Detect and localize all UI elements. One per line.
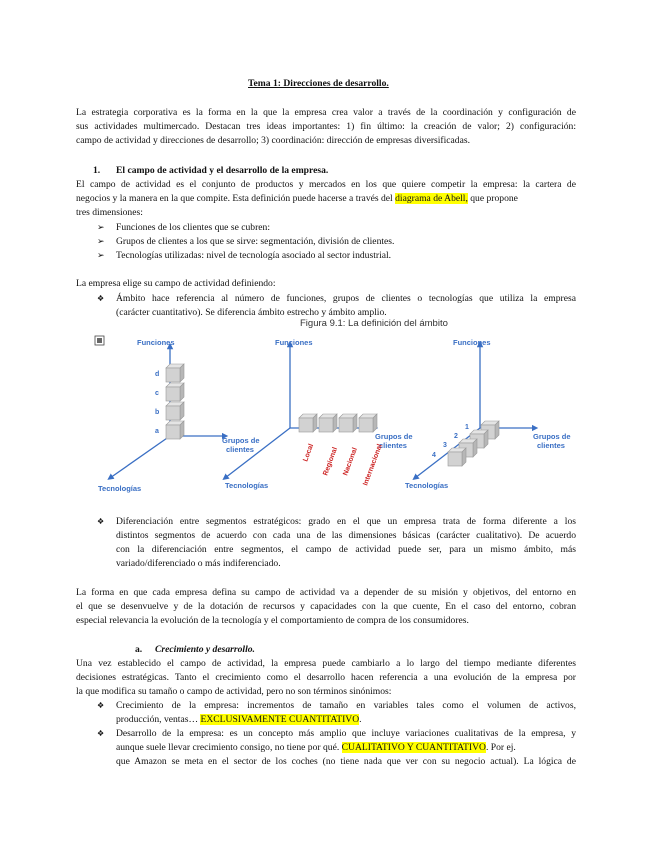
axis-label-grupos-2: clientes [226, 445, 254, 454]
dimension-item: Tecnologías utilizadas: nivel de tecnología asociado al sector industrial. [116, 250, 392, 261]
axis-label-grupos-1: Grupos de [222, 436, 260, 445]
axis-label-tecnologias: Tecnologías [98, 484, 142, 493]
function-letter: c [155, 390, 159, 397]
desarrollo-line-1: Desarrollo de la empresa: es un concepto más amplio que incluye variaciones cualitativas de la empresa, y [116, 728, 576, 739]
diferenciacion-line-4: variado/diferenciado o más indiferenciado. [116, 558, 281, 569]
diamond-bullet-icon: ❖ [97, 701, 105, 710]
subsection-a-p1-line-1: Una vez establecido el campo de actividad, la empresa puede cambiarlo a lo largo del tiempo mediante diferentes [76, 658, 576, 669]
diamond-bullet-icon: ❖ [97, 517, 105, 526]
diamond-bullet-icon: ❖ [97, 294, 105, 303]
market-label: Internacional [362, 443, 384, 487]
section-1-p1-line-3: tres dimensiones: [76, 207, 143, 218]
section-1-number: 1. [93, 165, 101, 176]
subsection-a-p1-line-2: decisiones estratégicas. Tanto el crecimiento como el desarrollo hacen referencia a una evolución de la empresa por [76, 672, 576, 683]
market-label: Regional [322, 446, 339, 477]
function-letter: a [155, 428, 159, 435]
ambito-line-1: Ámbito hace referencia al número de funciones, grupos de clientes o tecnologías que utiliza la empresa [116, 293, 576, 304]
tech-number: 4 [432, 452, 436, 459]
section-1-p2: La empresa elige su campo de actividad definiendo: [76, 278, 276, 289]
axis-label-tecnologias: Tecnologías [225, 481, 269, 490]
ambito-line-2: (carácter cuantitativo). Se diferencia ámbito estrecho y ámbito amplio. [116, 307, 387, 318]
tech-number: 3 [443, 442, 447, 449]
arrow-bullet-icon: ➢ [97, 222, 105, 232]
axis-label-grupos-1: Grupos de [533, 432, 571, 441]
desarrollo-line-3: que Amazon se meta en el sector de los coches (no tiene nada que ver con su negocio actual). La lógica de [116, 756, 576, 767]
function-letter: d [155, 371, 160, 378]
subsection-a-label: a. [135, 644, 143, 655]
intro-line-3: campo de actividad y direcciones de desarrollo; 3) coordinación: dirección de empresas diversificadas. [76, 135, 470, 146]
desarrollo-line-2: aunque suele llevar crecimiento consigo, no tiene por qué. CUALITATIVO Y CUANTITATIVO. Por ej. [116, 742, 516, 753]
axis-label-funciones: Funciones [275, 338, 313, 347]
crecimiento-line-1: Crecimiento de la empresa: incrementos de tamaño en variables tales como el volumen de activos, [116, 700, 576, 711]
intro-line-2: sus actividades multimercado. Destacan tres ideas importantes: 1) fin último: la creación de valor; 2) configuración: [76, 121, 576, 132]
diferenciacion-line-2: distintos segmentos de acuerdo con cada una de las dimensiones básicas (carácter cualitativo). De acuerdo [116, 530, 576, 541]
cuantitativo-highlight: EXCLUSIVAMENTE CUANTITATIVO [200, 714, 360, 725]
page-title: Tema 1: Direcciones de desarrollo. [248, 78, 389, 89]
section-1-p3-line-3: especial relevancia la evolución de la tecnología y el comportamiento de compra de los consumidores. [76, 615, 469, 626]
subsection-a-p1-line-3: la que modifica su tamaño o campo de actividad, pero no son términos sinónimos: [76, 686, 392, 697]
section-1-p3-line-1: La forma en que cada empresa defina su campo de actividad va a depender de su misión y objetivos, del entorno en [76, 587, 576, 598]
market-label: Nacional [342, 446, 359, 477]
tech-number: 1 [465, 424, 469, 431]
section-1-heading: El campo de actividad y el desarrollo de la empresa. [116, 165, 329, 176]
axis-label-funciones: Funciones [453, 338, 491, 347]
function-letter: b [155, 409, 160, 416]
section-1-p3-line-2: el que se desenvuelve y de la dotación de recursos y capacidades con la que cuente, En el caso del entorno, cobran [76, 601, 576, 612]
abell-diagram-figure [85, 328, 585, 508]
dimension-item: Grupos de clientes a los que se sirve: segmentación, división de clientes. [116, 236, 395, 247]
section-1-p1-line-2: negocios y la manera en la que compite. Esta definición puede hacerse a través del diagrama de Abell, que propone [76, 193, 518, 204]
cualitativo-highlight: CUALITATIVO Y CUANTITATIVO [341, 742, 486, 753]
image-placeholder-icon [95, 336, 104, 345]
tech-number: 2 [454, 433, 458, 440]
axis-label-funciones: Funciones [137, 338, 175, 347]
diferenciacion-line-3: con la diferenciación entre segmentos, el campo de actividad puede ser, para un mismo ámbito, más [116, 544, 576, 555]
arrow-bullet-icon: ➢ [97, 250, 105, 260]
crecimiento-line-2: producción, ventas… EXCLUSIVAMENTE CUANTITATIVO. [116, 714, 362, 725]
diagram-tecnologias [405, 338, 571, 490]
intro-line-1: La estrategia corporativa es la forma en la que la empresa crea valor a través de la coordinación y configuración de [76, 107, 576, 118]
section-1-p1-line-1: El campo de actividad es el conjunto de productos y mercados en los que quiere competir la empresa: la cartera de [76, 179, 576, 190]
dimension-item: Funciones de los clientes que se cubren: [116, 222, 270, 233]
diagram-grupos [225, 338, 413, 490]
market-label: Local [302, 443, 316, 463]
axis-label-grupos-2: clientes [537, 441, 565, 450]
diamond-bullet-icon: ❖ [97, 729, 105, 738]
axis-label-grupos-2: clientes [379, 441, 407, 450]
axis-label-grupos-1: Grupos de [375, 432, 413, 441]
arrow-bullet-icon: ➢ [97, 236, 105, 246]
axis-label-tecnologias: Tecnologías [405, 481, 449, 490]
diferenciacion-line-1: Diferenciación entre segmentos estratégicos: grado en el que un empresa trata de forma diferente a los [116, 516, 576, 527]
subsection-a-heading: Crecimiento y desarrollo. [155, 644, 255, 655]
figure-caption: Figura 9.1: La definición del ámbito [300, 318, 448, 329]
abell-highlight: diagrama de Abell, [395, 193, 468, 204]
